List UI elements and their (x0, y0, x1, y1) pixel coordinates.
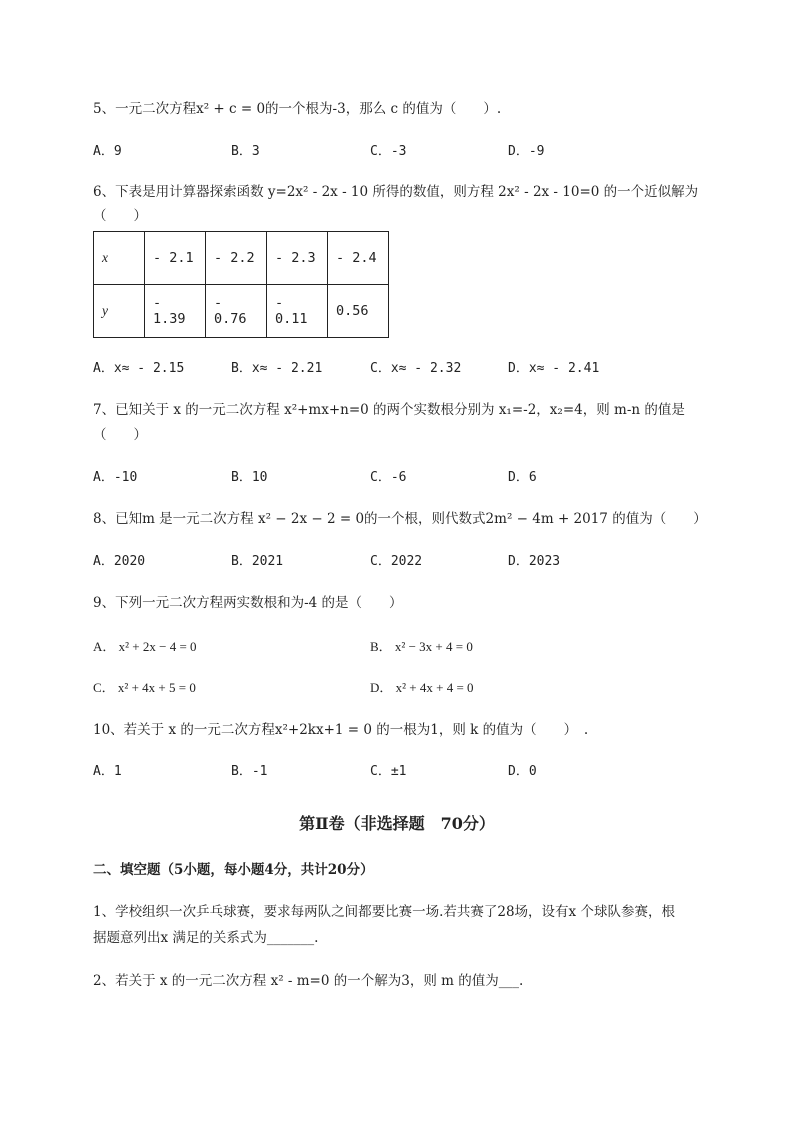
table-cell: - 1.39 (145, 285, 206, 338)
table-header-y: y (94, 285, 145, 338)
question-7-stem: 7、已知关于 x 的一元二次方程 x²+mx+n=0 的两个实数根分别为 x₁=-2，x₂=4，则 m-n 的值是 (93, 402, 685, 418)
value-table (93, 231, 389, 338)
q9-option-d[interactable]: D． x² + 4x + 4 = 0 (370, 680, 474, 695)
table-cell: - 2.2 (206, 232, 267, 285)
q10-option-a[interactable]: A．1 (93, 764, 122, 779)
q10-option-b[interactable]: B．-1 (231, 764, 268, 779)
q7-option-c[interactable]: C．-6 (370, 470, 407, 485)
q10-option-d[interactable]: D．0 (508, 764, 537, 779)
q9-option-a[interactable]: A． x² + 2x − 4 = 0 (93, 639, 197, 654)
section-title: 第Ⅱ卷（非选择题 70分） (299, 814, 495, 833)
question-8-stem: 8、已知m 是一元二次方程 x² − 2x − 2 = 0的一个根，则代数式2m² − 4m + 2017 的值为（ ） (93, 511, 707, 527)
q5-option-d[interactable]: D．-9 (508, 144, 545, 159)
table-cell: 0.56 (328, 285, 389, 338)
q6-option-c[interactable]: C．x≈ - 2.32 (370, 361, 462, 376)
table-row-x (94, 232, 389, 285)
q8-option-a[interactable]: A．2020 (93, 554, 146, 569)
fill-blank-heading: 二、填空题（5小题，每小题4分，共计20分） (93, 862, 374, 878)
q7-option-a[interactable]: A．-10 (93, 470, 138, 485)
table-cell: - 0.11 (267, 285, 328, 338)
q6-option-d[interactable]: D．x≈ - 2.41 (508, 361, 600, 376)
q9-option-b[interactable]: B． x² − 3x + 4 = 0 (370, 639, 473, 654)
q9-option-c[interactable]: C． x² + 4x + 5 = 0 (93, 680, 196, 695)
q5-option-c[interactable]: C．-3 (370, 144, 407, 159)
question-9-stem: 9、下列一元二次方程两实数根和为-4 的是（ ） (93, 595, 403, 611)
question-6-stem: 6、下表是用计算器探索函数 y=2x² - 2x - 10 所得的数值，则方程 2x² - 2x - 10=0 的一个近似解为 (93, 184, 699, 200)
q7-option-b[interactable]: B．10 (231, 470, 268, 485)
table-header-x: x (94, 232, 145, 285)
table-cell: - 2.1 (145, 232, 206, 285)
q5-option-b[interactable]: B．3 (231, 144, 260, 159)
q6-option-b[interactable]: B．x≈ - 2.21 (231, 361, 323, 376)
question-5-stem: 5、一元二次方程x² + c = 0的一个根为-3，那么 c 的值为（ ）. (93, 101, 502, 117)
q8-option-b[interactable]: B．2021 (231, 554, 284, 569)
fill-question-1-line-1: 1、学校组织一次乒乓球赛，要求每两队之间都要比赛一场.若共赛了28场，设有x 个球队参赛，根 (93, 904, 675, 920)
q8-option-d[interactable]: D．2023 (508, 554, 561, 569)
table-row-y (94, 285, 389, 338)
question-7-stem-paren: （ ） (93, 427, 147, 443)
q10-option-c[interactable]: C．±1 (370, 764, 407, 779)
table-cell: - 2.4 (328, 232, 389, 285)
q8-option-c[interactable]: C．2022 (370, 554, 423, 569)
fill-question-1-line-2: 据题意列出x 满足的关系式为_______. (93, 930, 319, 946)
q6-option-a[interactable]: A．x≈ - 2.15 (93, 361, 185, 376)
question-10-stem: 10、若关于 x 的一元二次方程x²+2kx+1 = 0 的一根为1，则 k 的值为（ ） . (93, 722, 589, 738)
question-6-stem-paren: （ ） (93, 208, 147, 224)
q5-option-a[interactable]: A．9 (93, 144, 122, 159)
fill-question-2: 2、若关于 x 的一元二次方程 x² - m=0 的一个解为3，则 m 的值为___. (93, 973, 524, 989)
table-cell: - 2.3 (267, 232, 328, 285)
table-cell: - 0.76 (206, 285, 267, 338)
q7-option-d[interactable]: D．6 (508, 470, 537, 485)
